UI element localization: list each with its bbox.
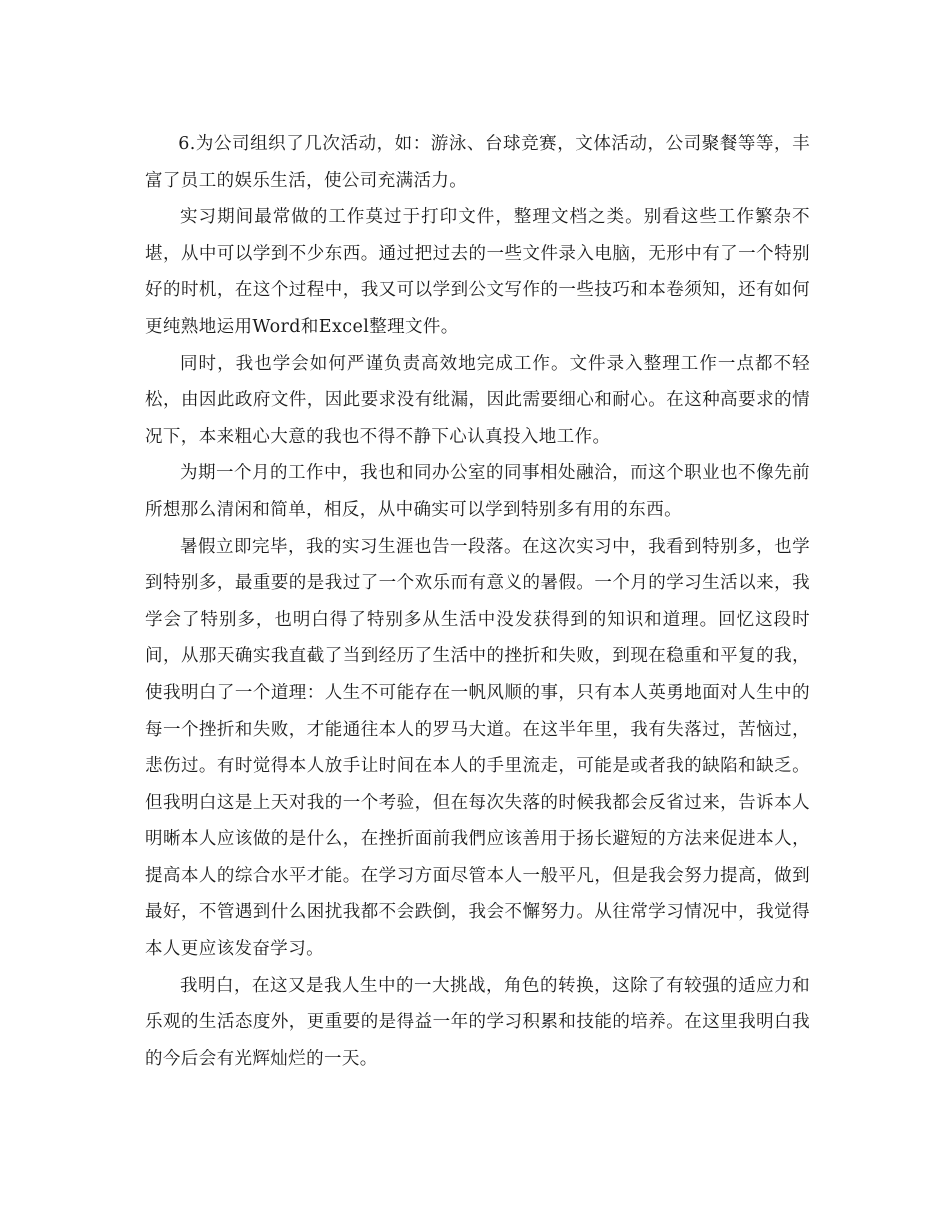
paragraph-5: 暑假立即完毕，我的实习生涯也告一段落。在这次实习中，我看到特别多，也学到特别多，最重要的是我过了一个欢乐而有意义的暑假。一个月的学习生活以来，我学会了特别多，也明白得了特别多从生活中没发获得到的知识和道理。回忆这段时间，从那天确实我直截了当到经历了生活中的挫折和失败，到现在稳重和平复的我，使我明白了一个道理：人生不可能存在一帆风顺的事，只有本人英勇地面对人生中的每一个挫折和失败，才能通往本人的罗马大道。在这半年里，我有失落过，苦恼过，悲伤过。有时觉得本人放手让时间在本人的手里流走，可能是或者我的缺陷和缺乏。但我明白这是上天对我的一个考验，但在每次失落的时候我都会反省过来，告诉本人明晰本人应该做的是什么，在挫折面前我們应该善用于扬长避短的方法来促进本人，提高本人的综合水平才能。在学习方面尽管本人一般平凡，但是我会努力提高，做到最好，不管遇到什么困扰我都不会跌倒，我会不懈努力。从往常学习情况中，我觉得本人更应该发奋学习。 xyxy=(145,536,810,960)
paragraph-3: 同时，我也学会如何严谨负责高效地完成工作。文件录入整理工作一点都不轻松，由因此政府文件，因此要求没有纰漏，因此需要细心和耐心。在这种高要求的情况下，本来粗心大意的我也不得不静下心认真投入地工作。 xyxy=(145,353,810,447)
paragraph-4: 为期一个月的工作中，我也和同办公室的同事相处融洽，而这个职业也不像先前所想那么清闲和简单，相反，从中确实可以学到特别多有用的东西。 xyxy=(145,463,810,520)
paragraph-6: 我明白，在这又是我人生中的一大挑战，角色的转换，这除了有较强的适应力和乐观的生活态度外，更重要的是得益一年的学习积累和技能的培养。在这里我明白我的今后会有光辉灿烂的一天。 xyxy=(145,975,810,1069)
paragraph-1: 6.为公司组织了几次活动，如：游泳、台球竞赛，文体活动，公司聚餐等等，丰富了员工的娱乐生活，使公司充满活力。 xyxy=(145,134,810,191)
paragraph-2: 实习期间最常做的工作莫过于打印文件，整理文档之类。别看这些工作繁杂不堪，从中可以学到不少东西。通过把过去的一些文件录入电脑，无形中有了一个特别好的时机，在这个过程中，我又可以学到公文写作的一些技巧和本卷须知，还有如何更纯熟地运用Word和Excel整理文件。 xyxy=(145,207,810,337)
document-body xyxy=(145,126,810,1077)
